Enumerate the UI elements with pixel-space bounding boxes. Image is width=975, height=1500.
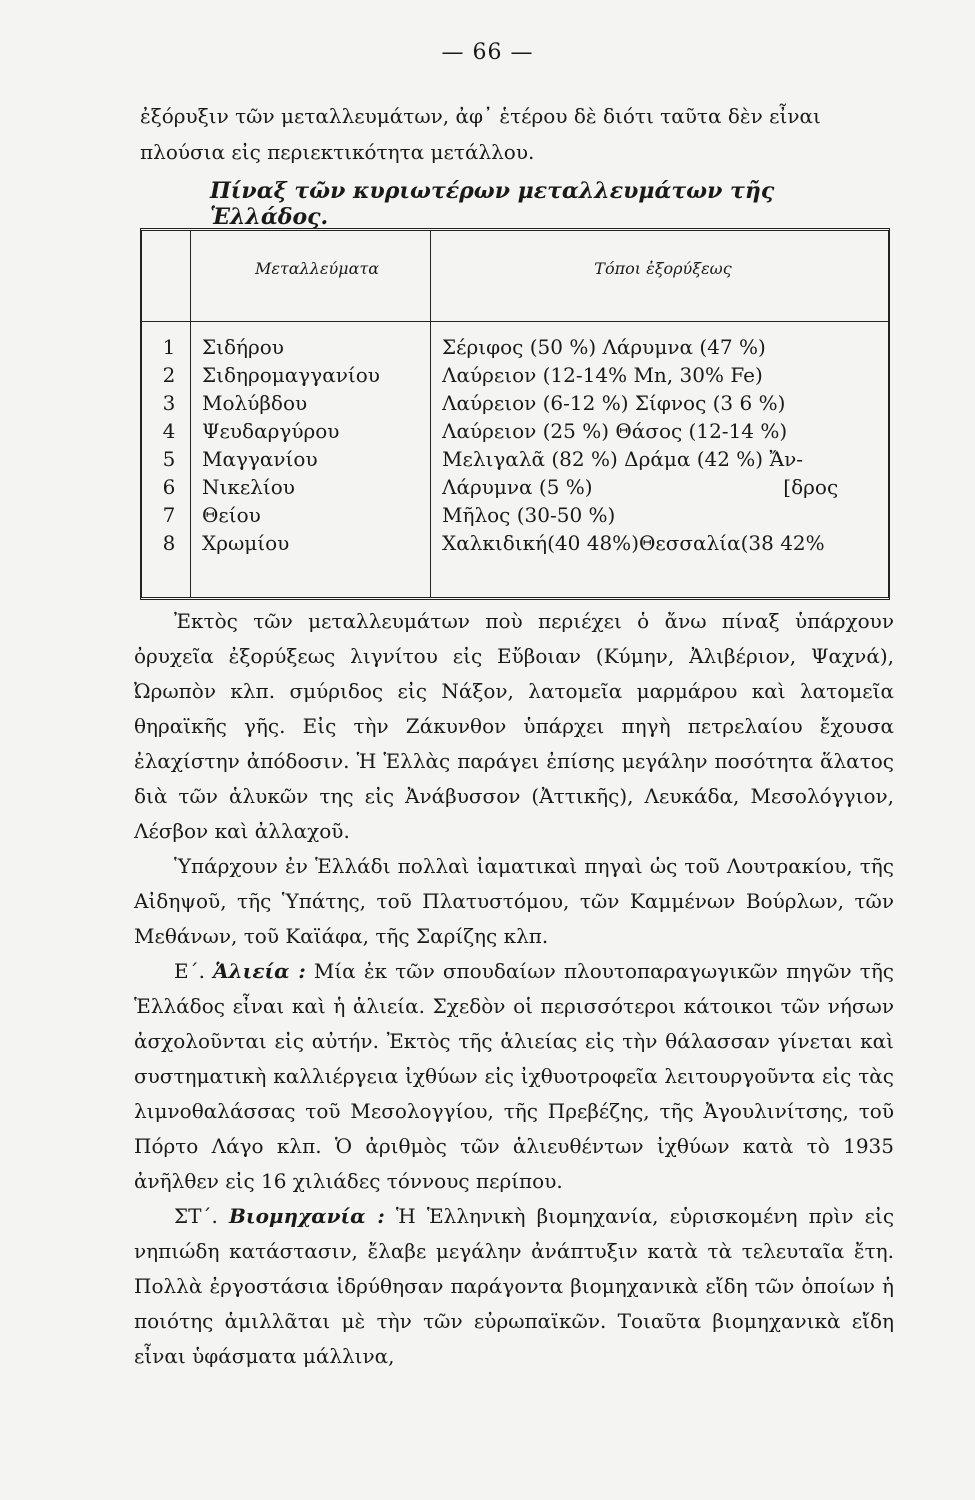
extraction-places: Λαύρειον (6-12 %) Σίφνος (3 6 %) bbox=[442, 391, 786, 415]
intro-paragraph bbox=[140, 98, 892, 170]
mineral-name: Νικελίου bbox=[202, 475, 295, 499]
intro-text: ἐξόρυξιν τῶν μεταλλευμάτων, ἀφ᾽ ἑτέρου δὲ διότι ταῦτα δὲν εἶναι πλούσια εἰς περιεκτικότητα μετάλλου. bbox=[140, 104, 821, 164]
extraction-places: Χαλκιδική(40 48%)Θεσσαλία(38 42% bbox=[442, 531, 825, 555]
row-number: 2 bbox=[162, 363, 176, 387]
row-number: 5 bbox=[162, 447, 176, 471]
table-row bbox=[142, 389, 888, 417]
table-row bbox=[142, 333, 888, 361]
mineral-name: Μολύβδου bbox=[202, 391, 308, 415]
row-number: 4 bbox=[162, 419, 176, 443]
body-text bbox=[134, 604, 894, 1374]
mineral-name: Θείου bbox=[202, 503, 261, 527]
mineral-name: Χρωμίου bbox=[202, 531, 290, 555]
table-row bbox=[142, 473, 888, 501]
extraction-places: Μῆλος (30-50 %) bbox=[442, 503, 616, 527]
paragraph-fishing bbox=[134, 954, 894, 1199]
section-heading-fishing: Ἁλιεία : bbox=[213, 959, 306, 983]
row-number: 8 bbox=[162, 531, 176, 555]
minerals-table bbox=[140, 228, 890, 600]
section-number: ΣΤ΄. bbox=[174, 1204, 218, 1228]
section-number: Ε΄. bbox=[174, 959, 205, 983]
extraction-places: Λαύρειον (12-14% Mn, 30% Fe) bbox=[442, 363, 763, 387]
table-row bbox=[142, 501, 888, 529]
mineral-name: Σιδήρου bbox=[202, 335, 284, 359]
header-divider bbox=[142, 321, 888, 322]
row-number: 3 bbox=[162, 391, 176, 415]
extraction-places: Μελιγαλᾶ (82 %) Δράμα (42 %) Ἄν- bbox=[442, 447, 804, 471]
extraction-places: Λαύρειον (25 %) Θάσος (12-14 %) bbox=[442, 419, 788, 443]
header-places: Τόποι ἐξορύξεως bbox=[594, 259, 732, 278]
table-row bbox=[142, 529, 888, 557]
industry-text: Ἡ Ἑλληνικὴ βιομηχανία, εὑρισκομένη πρὶν εἰς νηπιώδη κατάστασιν, ἔλαβε μεγάλην ἀνάπτυξιν κατὰ τὰ τελευταῖα ἔτη. Πολλὰ ἐργοστάσια ἱδρύθησαν παράγοντα βιομηχανικὰ εἴδη τῶν ὁποίων ἡ ποιότης ἁμιλλᾶται μὲ τὴν τῶν εὐρωπαϊκῶν. Τοιαῦτα βιομηχανικὰ εἴδη εἶναι ὑφάσματα μάλλινα, bbox=[134, 1204, 895, 1368]
paragraph-mining: Ἐκτὸς τῶν μεταλλευμάτων ποὺ περιέχει ὁ ἄνω πίναξ ὑπάρχουν ὀρυχεῖα ἐξορύξεως λιγνίτου εἰς Εὔβοιαν (Κύμην, Ἀλιβέριον, Ψαχνά), Ὠρωπὸν κλπ. σμύριδος εἰς Νάξον, λατομεῖα μαρμάρου καὶ λατομεῖα θηραϊκῆς γῆς. Εἰς τὴν Ζάκυνθον ὑπάρχει πηγὴ πετρελαίου ἔχουσα ἐλαχίστην ἀπόδοσιν. Ἡ Ἑλλὰς παράγει ἐπίσης μεγάλην ποσότητα ἅλατος διὰ τῶν ἁλυκῶν της εἰς Ἀνάβυσσον (Ἀττικῆς), Λευκάδα, Μεσολόγγιον, Λέσβον καὶ ἀλλαχοῦ. bbox=[134, 609, 894, 843]
row-number: 1 bbox=[162, 335, 176, 359]
mineral-name: Μαγγανίου bbox=[202, 447, 318, 471]
row-number: 6 bbox=[162, 475, 176, 499]
mineral-name: Ψευδαργύρου bbox=[202, 419, 340, 443]
row-number: 7 bbox=[162, 503, 176, 527]
table-body bbox=[142, 333, 888, 557]
fishing-text: Μία ἐκ τῶν σπουδαίων πλουτοπαραγωγικῶν πηγῶν τῆς Ἑλλάδος εἶναι καὶ ἡ ἁλιεία. Σχεδὸν οἱ περισσότεροι κάτοικοι τῶν νήσων ἀσχολοῦνται εἰς αὐτήν. Ἐκτὸς τῆς ἁλιείας εἰς τὴν θάλασσαν γίνεται καὶ συστηματικὴ καλλιέργεια ἰχθύων εἰς ἰχθυοτροφεῖα λειτουργοῦντα εἰς τὰς λιμνοθαλάσσας τοῦ Μεσολογγίου, τῆς Πρεβέζης, τῆς Ἀγουλινίτσης, τοῦ Πόρτο Λάγο κλπ. Ὁ ἀριθμὸς τῶν ἁλιευθέντων ἰχθύων κατὰ τὸ 1935 ἀνῆλθεν εἰς 16 χιλιάδες τόννους περίπου. bbox=[134, 959, 895, 1193]
table-row bbox=[142, 417, 888, 445]
paragraph-springs: Ὑπάρχουν ἐν Ἑλλάδι πολλαὶ ἰαματικαὶ πηγαὶ ὡς τοῦ Λουτρακίου, τῆς Αἰδηψοῦ, τῆς Ὑπάτης, τοῦ Πλατυστόμου, τῶν Καμμένων Βούρλων, τῶν Μεθάνων, τοῦ Καϊάφα, τῆς Σαρίζης κλπ. bbox=[134, 854, 894, 948]
extraction-places: Λάρυμνα (5 %) [δρος bbox=[442, 475, 839, 499]
paragraph-industry bbox=[134, 1199, 894, 1374]
header-minerals: Μεταλλεύματα bbox=[254, 259, 380, 278]
mineral-name: Σιδηρομαγγανίου bbox=[202, 363, 380, 387]
extraction-places: Σέριφος (50 %) Λάρυμνα (47 %) bbox=[442, 335, 766, 359]
table-row bbox=[142, 445, 888, 473]
page-number: — 66 — bbox=[441, 40, 534, 65]
table-title: Πίναξ τῶν κυριωτέρων μεταλλευμάτων τῆς Ἑλλάδος. bbox=[210, 178, 775, 230]
table-row bbox=[142, 361, 888, 389]
section-heading-industry: Βιομηχανία : bbox=[228, 1204, 385, 1228]
